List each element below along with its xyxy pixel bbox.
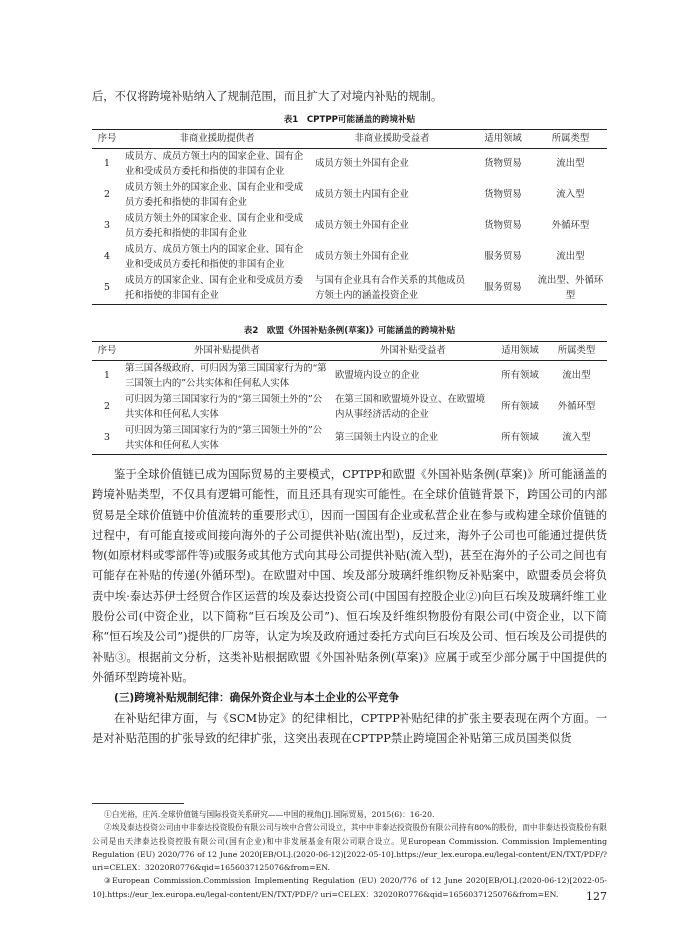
table-cell: 流入型 xyxy=(546,423,607,455)
intro-line: 后，不仅将跨境补贴纳入了规制范围，而且扩大了对境内补贴的规制。 xyxy=(92,90,443,103)
table-cell: 2 xyxy=(104,189,110,201)
table-cell: 5 xyxy=(92,273,122,305)
footnote-2: ②埃及泰达投资公司由中非泰达投资股份有限公司与埃中合营公司设立，其中中非泰达投资股份有限公司持有80%的股份，而中非泰达投资股份有限公司是由天津泰达投资控股有限公司(国有企业)和中非发展基金有限公司联合设立。见European Commission. Commission Implementing Regulation (EU) 2020/776 of 12 June 2020[EB/OL].(2020-06-12)[2022-05-10].https://eur_lex.europa.eu/legal-content/EN/TXT/PDF/? uri=CELEX：32020R0776&qid=1656037125076&from=EN. xyxy=(92,823,607,873)
table-cell: 服务贸易 xyxy=(472,273,534,305)
table1-header-cell: 非商业援助受益者 xyxy=(312,130,472,149)
table1-header-cell: 所属类型 xyxy=(534,130,607,149)
table2-header-row xyxy=(92,342,607,361)
table1-header-cell: 序号 xyxy=(92,130,122,149)
table-row xyxy=(92,211,607,242)
table-cell: 流出型、外循环型 xyxy=(534,273,607,305)
table-row xyxy=(92,180,607,211)
body-text xyxy=(92,465,607,749)
table2-header-cell: 外国补贴受益者 xyxy=(332,342,494,361)
page-number: 127 xyxy=(586,890,607,903)
table-row xyxy=(92,423,607,455)
table-cell: 成员方领土外国有企业 xyxy=(315,251,409,263)
body-paragraph-1: 鉴于全球价值链已成为国际贸易的主要模式，CPTPP和欧盟《外国补贴条例(草案)》所可能涵盖的跨境补贴类型，不仅具有逻辑可能性，而且还具有现实可能性。在全球价值链背景下，跨国公司的内部贸易是全球价值链中价值流转的重要形式①，因而一国国有企业或私营企业在参与或构建全球价值链的过程中，有可能直接或间接向海外的子公司提供补贴(流出型)，反过来，海外子公司也可能通过提供货物(如原材料或零部件等)或服务或其他方式向其母公司提供补贴(流入型)，甚至在海外的子公司之间也有可能存在补贴的传递(外循环型)。在欧盟对中国、埃及部分玻璃纤维织物反补贴案中，欧盟委员会将负责中埃·泰达苏伊士经贸合作区运营的埃及泰达投资公司(中国国有控股企业②)向巨石埃及玻璃纤维工业股份公司(中资企业，以下简称“巨石埃及公司”)、恒石埃及纤维织物股份有限公司(中资企业，以下简称“恒石埃及公司”)提供的厂房等，认定为埃及政府通过委托方式向巨石埃及公司、恒石埃及公司提供的补贴③。根据前文分析，这类补贴根据欧盟《外国补贴条例(草案)》应属于或至少部分属于中国提供的外循环型跨境补贴。 xyxy=(92,468,607,684)
table-cell: 1 xyxy=(104,370,110,382)
footnote-1: ①白光裕，庄芮.全球价值链与国际投资关系研究——中国的视角[J].国际贸易，2015(6)：16-20. xyxy=(104,810,435,819)
table-cell: 外循环型 xyxy=(557,401,596,413)
table2-header-cell: 外国补贴提供者 xyxy=(122,342,332,361)
table-cell: 流出型 xyxy=(562,370,591,382)
table-cell: 所有领域 xyxy=(501,370,539,382)
table-cell: 外循环型 xyxy=(551,220,590,232)
table-row xyxy=(92,392,607,423)
table-cell: 服务贸易 xyxy=(484,251,522,263)
table-cell: 4 xyxy=(104,251,110,263)
table-cell: 流入型 xyxy=(556,189,585,201)
footnotes xyxy=(92,808,607,901)
table-cell: 货物贸易 xyxy=(484,189,522,201)
table-cell: 流出型 xyxy=(556,158,585,170)
table2-header-cell: 所属类型 xyxy=(546,342,607,361)
table-cell: 第三国领土内设立的企业 xyxy=(332,423,494,455)
table-cell: 货物贸易 xyxy=(484,220,522,232)
table-cell: 成员方领土内国有企业 xyxy=(315,189,409,201)
table-cell: 成员方的国家企业、国有企业和受成员方委托和指使的非国有企业 xyxy=(122,273,312,305)
table1-header-row xyxy=(92,130,607,149)
footnote-3: ③European Commission.Commission Implementing Regulation (EU) 2020/776 of 12 June 2020[EB/OL].(2020-06-12)[2022-05-10].https://eur_lex.europa.eu/legal-content/EN/TXT/PDF/? uri=CELEX：32020R0776&qid=1656037125076&from=EN. xyxy=(92,876,607,899)
table-cell: 可归因为第三国国家行为的“第三国领土外的”公共实体和任何私人实体 xyxy=(122,423,332,455)
table-cell: 流出型 xyxy=(556,251,585,263)
table-cell: 成员方领土外的国家企业、国有企业和受成员方委托和指使的非国有企业 xyxy=(125,212,304,239)
table-cell: 成员方、成员方领土内的国家企业、国有企业和受成员方委托和指使的非国有企业 xyxy=(125,150,304,177)
table1-header-cell: 非商业援助提供者 xyxy=(122,130,312,149)
table-cell: 货物贸易 xyxy=(484,158,522,170)
table-cell: 在第三国和欧盟境外设立、在欧盟境内从事经济活动的企业 xyxy=(335,393,486,420)
section-heading: (三)跨境补贴规制纪律：确保外资企业与本土企业的公平竞争 xyxy=(114,692,400,705)
table-cell: 成员方领土外的国家企业、国有企业和受成员方委托和指使的非国有企业 xyxy=(125,181,304,208)
table-cell: 3 xyxy=(104,220,110,232)
footnote-divider xyxy=(92,803,184,804)
table-row xyxy=(92,148,607,180)
body-paragraph-2: 在补贴纪律方面，与《SCM协定》的纪律相比，CPTPP补贴纪律的扩张主要表现在两个方面。一是对补贴范围的扩张导致的纪律扩张，这突出表现在CPTPP禁止跨境国企补贴第三成员国类似货 xyxy=(92,711,607,745)
table1 xyxy=(92,129,607,305)
table1-header-cell: 适用领域 xyxy=(472,130,534,149)
table-cell: 第三国各级政府、可归因为第三国国家行为的“第三国领土内的”公共实体和任何私人实体 xyxy=(125,362,327,389)
table-row xyxy=(92,242,607,273)
table2-header-cell: 适用领域 xyxy=(494,342,546,361)
table-cell: 欧盟境内设立的企业 xyxy=(335,370,420,382)
table2-caption: 表2 欧盟《外国补贴条例(草案)》可能涵盖的跨境补贴 xyxy=(243,326,456,336)
table1-caption: 表1 CPTPP可能涵盖的跨境补贴 xyxy=(283,115,416,125)
table2-header-cell: 序号 xyxy=(92,342,122,361)
table-row xyxy=(92,360,607,392)
table-cell: 成员方领土外国有企业 xyxy=(315,158,409,170)
table-cell: 成员方、成员方领土内的国家企业、国有企业和受成员方委托和指使的非国有企业 xyxy=(125,243,304,270)
table-cell: 成员方领土外国有企业 xyxy=(315,220,409,232)
table-cell: 3 xyxy=(92,423,122,455)
table-cell: 1 xyxy=(104,158,110,170)
table-cell: 可归因为第三国国家行为的“第三国领土外的”公共实体和任何私人实体 xyxy=(125,393,323,420)
table-cell: 2 xyxy=(104,401,110,413)
table-cell: 所有领域 xyxy=(494,423,546,455)
table-row xyxy=(92,273,607,305)
table-cell: 所有领域 xyxy=(501,401,539,413)
table2 xyxy=(92,341,607,455)
table-cell: 与国有企业具有合作关系的其他成员方领土内的涵盖投资企业 xyxy=(312,273,472,305)
